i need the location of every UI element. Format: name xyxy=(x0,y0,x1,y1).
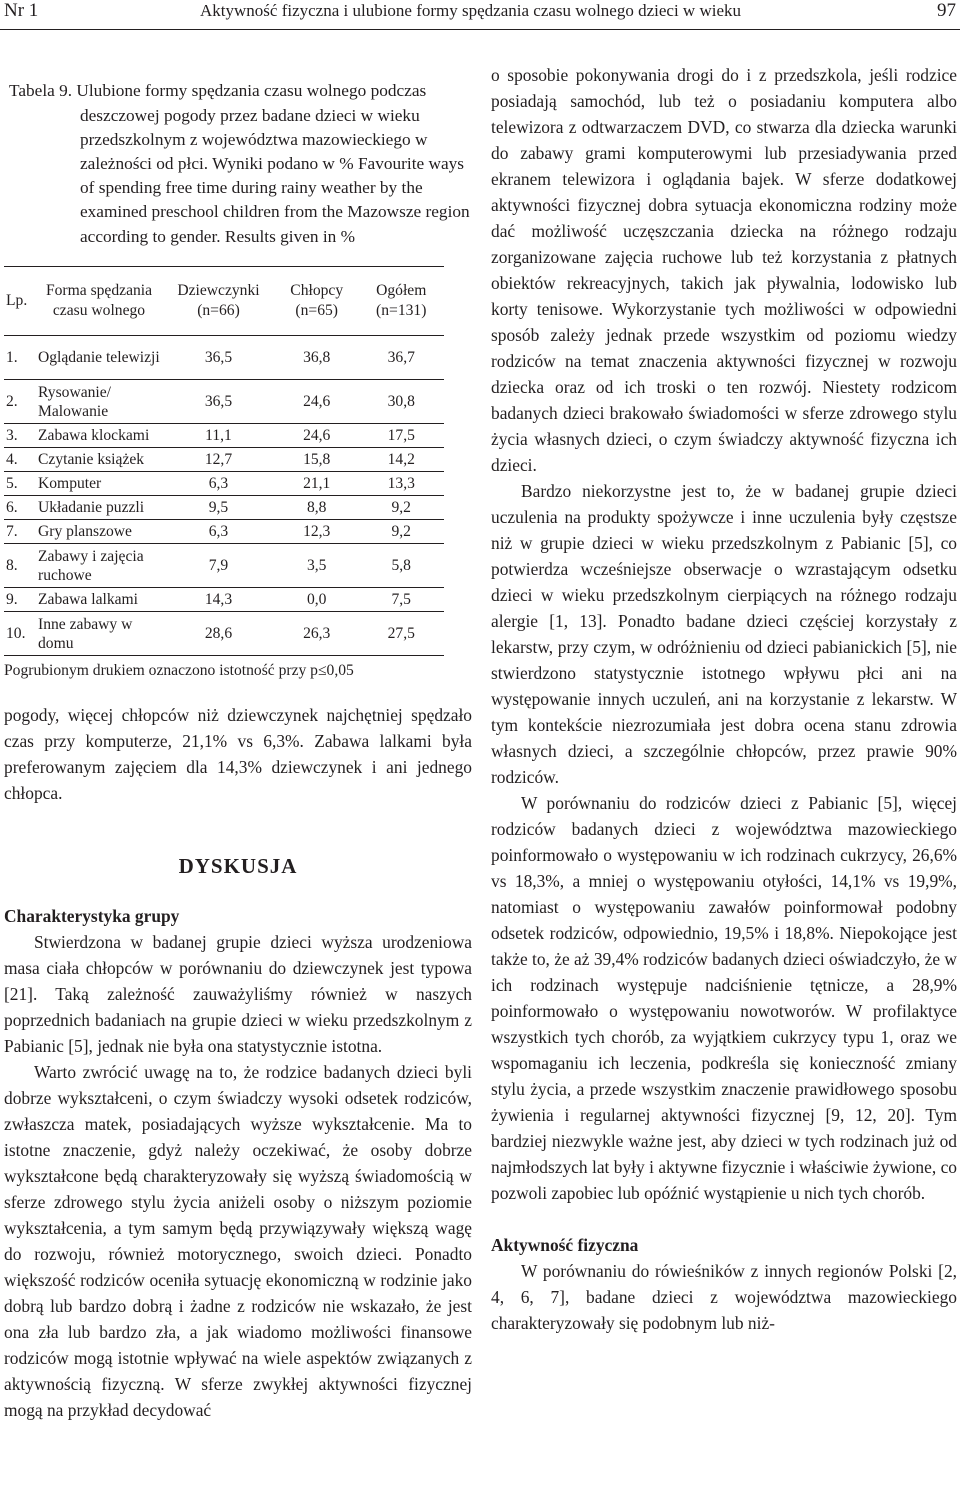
header-rule xyxy=(0,29,960,30)
row-total: 7,5 xyxy=(391,591,411,609)
table-footnote: Pogrubionym drukiem oznaczono istotność przy p≤0,05 xyxy=(4,662,354,680)
row-boys: 8,8 xyxy=(306,499,327,517)
subheading-group: Charakterystyka grupy xyxy=(4,906,180,927)
row-lp: 7. xyxy=(6,523,18,541)
results-paragraph-end: pogody, więcej chłopców niż dziewczynek najchętniej spędzało czas przy komputerze, 21,1% vs 6,3%. Zabawa lalkami była preferowanym zajęciem dla 14,3% dziewczynek i ani jednego chłopca. xyxy=(4,705,472,804)
row-boys: 36,8 xyxy=(303,349,331,367)
row-boys: 0,0 xyxy=(306,591,327,609)
row-lp: 9. xyxy=(6,591,18,609)
row-girls: 11,1 xyxy=(205,427,232,445)
row-girls: 36,5 xyxy=(204,393,233,411)
table-header-row xyxy=(4,267,444,336)
table-row xyxy=(4,380,444,424)
row-total: 9,2 xyxy=(391,499,411,517)
running-title: Aktywność fizyczna i ulubione formy spędzania czasu wolnego dzieci w wieku xyxy=(200,1,741,20)
paragraph: W porównaniu do rodziców dzieci z Pabianic [5], więcej rodziców badanych dzieci z województwa mazowieckiego poinformowało o występowaniu w ich rodzinach cukrzycy, 26,6% vs 18,3%, a mniej o występowaniu otyłości, 14,1% vs 19,9%, natomiast o występowaniu zawałów poinformował podobny odsetek rodziców, odpowiednio, 19,5% i 18,8%. Niepokojące jest także to, że aż 39,4% rodziców badanych dzieci oświadczyło, że w ich rodzinach występuje nadciśnienie tętnicze, a 28,9% poinformowało o występowaniu nowotworów. W profilaktyce wszystkich tych chorób, za wyjątkiem cukrzycy typu 1, oraz we wspomaganiu ich leczenia, podkreśla się konieczność zmiany stylu życia, a przede wszystkim znaczenie prawidłowego sposobu żywienia i regularnej aktywności fizycznej [9, 12, 20]. Tym bardziej niezwykle ważne jest, aby dzieci w tych rodzinach już od najmłodszych lat były i aktywne fizycznie i właściwie żywione, co pozwoli zapobiec lub opóźnić wystąpienie u nich tych chorób. xyxy=(491,793,957,1203)
row-lp: 10. xyxy=(6,625,26,643)
left-column xyxy=(4,62,472,1423)
paragraph: Bardzo niekorzystne jest to, że w badanej grupie dzieci uczulenia na produkty spożywcze i inne uczulenia były częstsze niż w grupie dzieci w wieku przedszkolnym z Pabianic [5], co potwierdza wcześniejsze obserwacje o wzrastającym odsetku dzieci w wieku przedszkolnym cierpiących na różnego rodzaju alergie [1, 13]. Ponadto badane dzieci częściej korzystały z lekarstw, przy czym, w odróżnieniu od dzieci pabianickich [5], nie stwierdzono statystycznie istotnego wpływu płci ani na występowanie innych uczuleń, ani na korzystanie z lekarstw. W tym kontekście niezrozumiała jest dobra ocena stanu zdrowia własnych dzieci, a szczególnie chłopców, przez prawie 90% rodziców. xyxy=(491,481,957,787)
row-form: Zabawa lalkami xyxy=(38,591,139,609)
table-row xyxy=(4,588,444,612)
row-lp: 5. xyxy=(6,475,18,493)
row-form: Inne zabawy w domu xyxy=(38,615,133,652)
row-form: Rysowanie/ Malowanie xyxy=(38,383,112,420)
section-heading: DYSKUSJA xyxy=(178,854,298,879)
row-total: 9,2 xyxy=(391,523,411,541)
table-row xyxy=(4,424,444,448)
table-row xyxy=(4,520,444,544)
row-girls: 14,3 xyxy=(204,591,233,609)
results-table xyxy=(4,266,444,656)
row-boys: 26,3 xyxy=(303,625,331,643)
row-boys: 12,3 xyxy=(303,523,331,541)
table-row xyxy=(4,472,444,496)
row-girls: 6,3 xyxy=(208,523,229,541)
col-form: Forma spędzania czasu wolnego xyxy=(45,282,153,320)
issue-number: Nr 1 xyxy=(4,0,39,21)
row-total: 5,8 xyxy=(391,557,411,575)
row-girls: 36,5 xyxy=(204,349,233,367)
paragraph: W porównaniu do rówieśników z innych regionów Polski [2, 4, 6, 7], badane dzieci z województwa mazowieckiego charakteryzowały się podobnym lub niż- xyxy=(491,1261,957,1333)
row-form: Zabawy i zajęcia ruchowe xyxy=(38,547,144,584)
row-lp: 6. xyxy=(6,499,18,517)
row-girls: 7,9 xyxy=(208,557,229,575)
row-lp: 4. xyxy=(6,451,18,469)
page-header xyxy=(0,0,960,32)
row-form: Czytanie książek xyxy=(38,451,145,469)
table-row xyxy=(4,612,444,656)
row-lp: 8. xyxy=(6,557,18,575)
right-column xyxy=(491,62,957,1336)
row-total: 13,3 xyxy=(387,475,415,493)
row-lp: 2. xyxy=(6,393,18,411)
table-row xyxy=(4,544,444,588)
row-girls: 28,6 xyxy=(204,625,233,643)
row-boys: 15,8 xyxy=(303,451,331,469)
row-form: Oglądanie telewizji xyxy=(38,349,160,367)
col-total: Ogółem (n=131) xyxy=(376,282,427,320)
row-total: 36,7 xyxy=(387,349,415,367)
row-form: Komputer xyxy=(38,475,102,493)
paragraph: Warto zwrócić uwagę na to, że rodzice badanych dzieci byli dobrze wykształceni, o czym świadczy wysoki odsetek rodziców, zwłaszcza matek, posiadających wyższe wykształcenie. Ma to istotne znaczenie, gdyż należy oczekiwać, że osoby dobrze wykształcone będą charakteryzowały się wyższą świadomością w sferze zdrowego stylu życia aniżeli osoby o niższym poziomie wykształcenia, a tym samym będą przywiązywały większą wagę do rozwoju, również motorycznego, swoich dzieci. Ponadto większość rodziców oceniła sytuację ekonomiczną w rodzinie jako dobrą lub bardzo dobrą i żadne z rodziców nie wskazało, że jest ona zła lub bardzo zła, a jak wiadomo możliwości finansowe rodziców mogą istotnie wpływać na wiele aspektów związanych z aktywnością fizyczną. W sferze zwykłej aktywności fizycznej mogą na przykład decydować xyxy=(4,1062,472,1421)
row-form: Zabawa klockami xyxy=(38,427,150,445)
row-form: Układanie puzzli xyxy=(38,499,145,517)
paragraph: o sposobie pokonywania drogi do i z przedszkola, jeśli rodzice posiadają samochód, lub też o posiadaniu komputera albo telewizora z odtwarzaczem DVD, co stwarza dla dziecka warunki do zabawy grami komputerowymi lub przesiadywania przed ekranem telewizora i oglądania bajek. W sferze dodatkowej aktywności fizycznej dobra sytuacja ekonomiczna rodziny może dać możliwość uczęszczania dziecka na różnego rodzaju zorganizowane zajęcia ruchowe lub też korzystania z płatnych obiektów rekreacyjnych, takich jak pływalnia, lodowisko lub korty tenisowe. Wykorzystanie tych możliwości w odpowiedni sposób zależy jednak przede wszystkim od poziomu wiedzy rodziców na temat znaczenia aktywności fizycznej w rozwoju dziecka oraz od ich troski o ten rozwój. Niestety rodzicom badanych dzieci brakowało świadomości w sferze zdrowego stylu życia własnych dzieci, o czym świadczy aktywność fizyczna ich dzieci. xyxy=(491,65,957,475)
row-boys: 24,6 xyxy=(303,427,331,445)
row-total: 14,2 xyxy=(387,451,415,469)
page-number: 97 xyxy=(937,0,956,21)
row-total: 30,8 xyxy=(387,393,415,411)
paragraph: Stwierdzona w badanej grupie dzieci wyższa urodzeniowa masa ciała chłopców w porównaniu do dziewczynek jest typowa [21]. Taką zależność zauważyliśmy również w naszych poprzednich badaniach na grupie dzieci w wieku przedszkolnym z Pabianic [5], jednak nie była ona statystycznie istotna. xyxy=(4,932,472,1057)
table-caption: Tabela 9. Ulubione formy spędzania czasu wolnego podczas deszczowej pogody przez badane dzieci w wieku przedszkolnym z województwa mazowieckiego w zależności od płci. Wyniki podano w % Favourite ways of spending free time during rainy weather by the examined preschool children from the Mazowsze region according to gender. Results given in % xyxy=(9,81,470,246)
row-girls: 12,7 xyxy=(204,451,233,469)
table-row xyxy=(4,496,444,520)
col-lp: Lp. xyxy=(6,292,28,310)
row-lp: 1. xyxy=(6,349,18,367)
col-girls: Dziewczynki (n=66) xyxy=(177,282,260,320)
table-row xyxy=(4,336,444,380)
row-girls: 9,5 xyxy=(208,499,229,517)
row-boys: 24,6 xyxy=(303,393,331,411)
row-total: 17,5 xyxy=(387,427,415,445)
row-boys: 21,1 xyxy=(303,475,331,493)
row-form: Gry planszowe xyxy=(38,523,132,541)
table-row xyxy=(4,448,444,472)
subheading-activity: Aktywność fizyczna xyxy=(491,1235,639,1255)
col-boys: Chłopcy (n=65) xyxy=(290,282,344,320)
row-girls: 6,3 xyxy=(208,475,229,493)
row-total: 27,5 xyxy=(387,625,415,643)
row-boys: 3,5 xyxy=(306,557,327,575)
row-lp: 3. xyxy=(6,427,18,445)
